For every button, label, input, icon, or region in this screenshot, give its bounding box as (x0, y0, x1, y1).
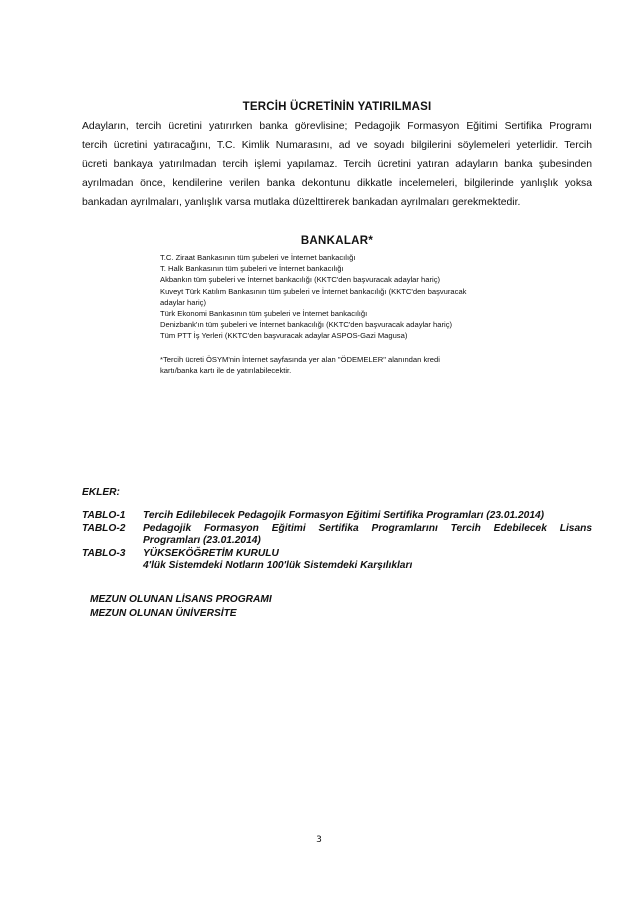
attachment-code: TABLO-3 (82, 547, 126, 559)
attachment-line: Pedagojik Formasyon Eğitimi Sertifika Programlarını Tercih Edebilecek Lisans (143, 522, 592, 534)
footnote-line: *Tercih ücreti ÖSYM'nin İnternet sayfasında yer alan "ÖDEMELER" alanından kredi (160, 355, 440, 364)
banks-list (160, 252, 520, 342)
bank-item: Tüm PTT İş Yerleri (KKTC'den başvuracak adaylar ASPOS-Gazi Magusa) (160, 331, 408, 341)
attachment-line: 4'lük Sistemdeki Notların 100'lük Sistemdeki Karşılıkları (143, 560, 413, 571)
section-title: TERCİH ÜCRETİNİN YATIRILMASI (242, 101, 432, 113)
intro-line: bankadan ayrılmaları, yanlışlık varsa mutlaka düzelttirerek bankadan ayrılmaları gerekmektedir. (82, 197, 521, 208)
page-number: 3 (316, 835, 322, 845)
banks-footnote (160, 354, 520, 377)
attachment-line: Tercih Edilebilecek Pedagojik Formasyon Eğitimi Sertifika Programları (23.01.2014) (143, 510, 545, 521)
attachment-code: TABLO-2 (82, 522, 126, 534)
bank-item: Akbankın tüm şubeleri ve İnternet bankacılığı (KKTC'den başvuracak adaylar hariç) (160, 275, 441, 285)
graduation-program-label: MEZUN OLUNAN LİSANS PROGRAMI (90, 594, 272, 605)
bank-item: adaylar hariç) (160, 297, 207, 307)
attachment-code: TABLO-1 (82, 510, 126, 521)
attachment-line: YÜKSEKÖĞRETİM KURULU (143, 547, 279, 559)
bank-item: Türk Ekonomi Bankasının tüm şubeleri ve İnternet bankacılığı (160, 309, 368, 319)
intro-paragraph (82, 117, 592, 212)
graduation-university-label: MEZUN OLUNAN ÜNİVERSİTE (90, 608, 237, 619)
intro-line: tercih ücretini yatıracağını, T.C. Kimlik Numarasını, ad ve soyadı bilgilerini söylemeleri yeterlidir. Tercih (82, 140, 592, 151)
bank-item: Denizbank'ın tüm şubeleri ve İnternet bankacılığı (KKTC'den başvuracak adaylar hariç) (160, 320, 453, 330)
attachment-description (143, 548, 592, 573)
intro-line: ücreti bankaya yatırılmadan tercih işlemi yapılamaz. Tercih ücretini yatıran adayların banka şubesinden (82, 159, 592, 170)
attachment-description (143, 510, 592, 523)
intro-line: ayrılmadan önce, kendilerine verilen banka dekontunu dikkatle incelemeleri, bilgilerinde yanlışlık yoksa (82, 178, 592, 189)
attachment-line: Programları (23.01.2014) (143, 535, 261, 546)
attachments-list (82, 510, 592, 573)
bank-item: T.C. Ziraat Bankasının tüm şubeleri ve İnternet bankacılığı (160, 253, 356, 262)
bank-item: T. Halk Bankasının tüm şubeleri ve İnternet bankacılığı (160, 264, 344, 274)
attachment-row (82, 523, 592, 548)
attachment-row (82, 510, 592, 523)
attachment-description (143, 523, 592, 548)
attachment-row (82, 548, 592, 573)
banks-heading: BANKALAR* (300, 235, 374, 247)
footnote-line: kartı/banka kartı ile de yatırılabilecektir. (160, 366, 292, 376)
intro-line: Adayların, tercih ücretini yatırırken banka görevlisine; Pedagojik Formasyon Eğitimi Sertifika Programı (82, 121, 592, 132)
bank-item: Kuveyt Türk Katılım Bankasının tüm şubeleri ve İnternet bankacılığı (KKTC'den başvuracak (160, 286, 467, 296)
graduation-info (90, 593, 272, 621)
attachments-label: EKLER: (82, 487, 120, 498)
